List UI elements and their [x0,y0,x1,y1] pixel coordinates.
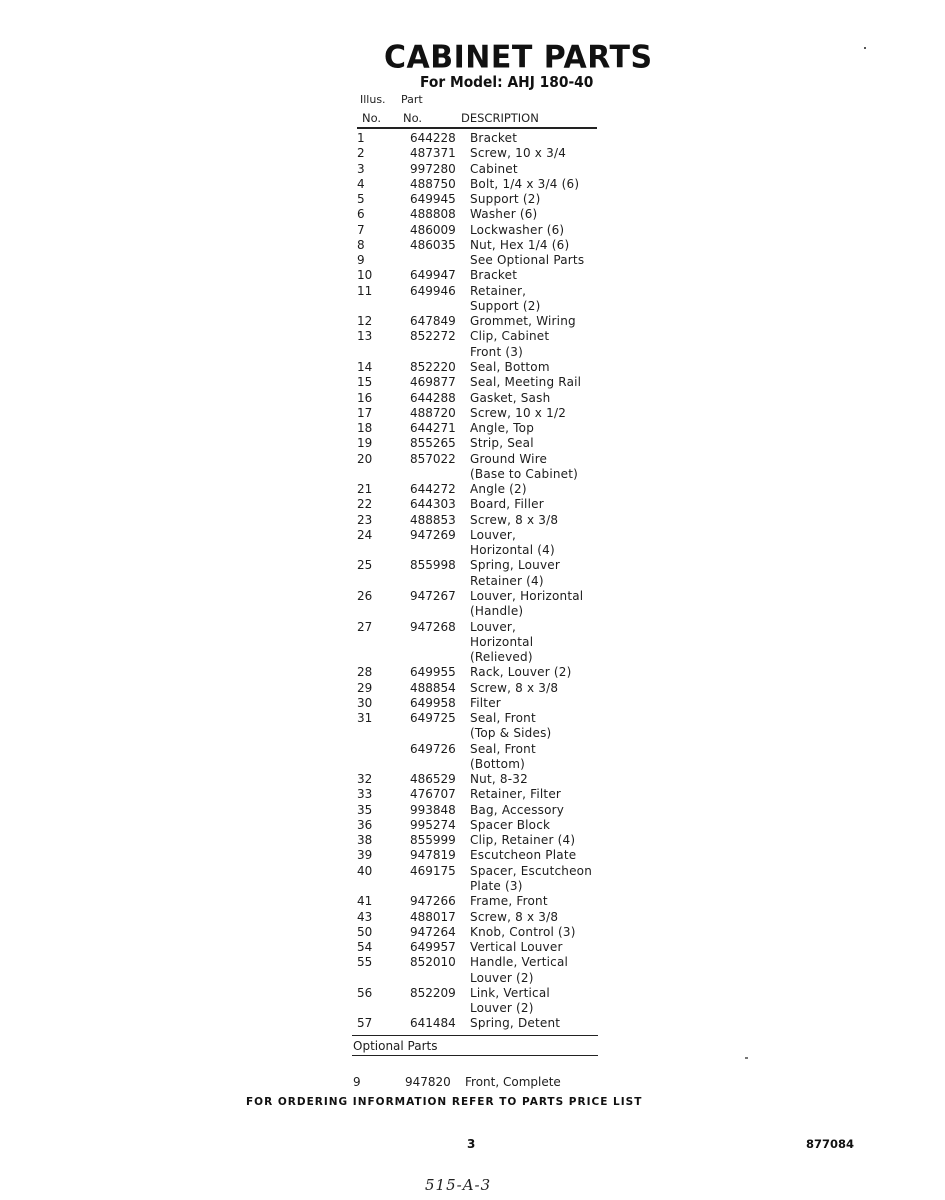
description: Nut, Hex 1/4 (6) [470,237,570,252]
description: Link, Vertical [470,985,550,1000]
description: Bracket [470,131,518,145]
part-no: 855265 [410,436,456,451]
description: Screw, 8 x 3/8 [470,680,559,695]
header-rule [357,127,597,129]
part-no: 488750 [410,176,456,191]
description: Bag, Accessory [470,802,565,817]
parts-list [0,131,945,1032]
table-row [0,391,945,406]
part-no: 855998 [410,558,456,573]
part-no: 488720 [410,405,456,420]
illus-no: 22 [357,497,373,512]
illus-no: 5 [357,192,365,207]
description: Spring, Detent [470,1016,561,1031]
description: (Handle) [470,604,524,619]
table-row [0,925,945,940]
illus-no: 16 [357,390,373,405]
table-row [0,238,945,253]
description: Rack, Louver (2) [470,665,572,680]
table-row [0,574,945,589]
illus-no: 55 [357,955,373,970]
description: Retainer, [470,283,527,298]
table-row [0,467,945,482]
illus-no: 36 [357,817,373,832]
table-row [0,726,945,741]
description: Cabinet [470,161,518,176]
table-row [0,742,945,757]
part-no: 852010 [410,955,456,970]
column-header-part-line2: No. [403,111,423,125]
description: Horizontal (4) [470,543,555,558]
description: Retainer (4) [470,573,544,588]
description: Louver, [470,619,517,634]
description: Strip, Seal [470,436,534,451]
part-no: 852220 [410,359,456,374]
illus-no: 17 [357,405,373,420]
table-row [0,681,945,696]
table-row [0,299,945,314]
part-no: 649726 [410,741,456,756]
scan-speck [745,1057,748,1059]
table-row [0,375,945,390]
table-row [0,620,945,635]
description: Ground Wire [470,451,548,466]
table-row [0,497,945,512]
part-no: 644271 [410,421,456,436]
description: Angle (2) [470,482,527,497]
column-header-illus-line1: Illus. [360,93,386,106]
illus-no: 21 [357,482,373,497]
part-no: 947269 [410,527,456,542]
table-row [0,253,945,268]
table-row [0,329,945,344]
table-row [0,207,945,222]
description: Screw, 8 x 3/8 [470,909,559,924]
part-no: 947819 [410,848,456,863]
table-row [0,894,945,909]
description: See Optional Parts [470,253,585,268]
illus-no: 31 [357,711,373,726]
description: Escutcheon Plate [470,848,577,863]
table-row [0,452,945,467]
description: Horizontal [470,634,534,649]
part-no: 644272 [410,482,456,497]
illus-no: 56 [357,985,373,1000]
illus-no: 1 [357,131,365,145]
table-row [0,513,945,528]
part-no: 649945 [410,192,456,207]
illus-no: 27 [357,619,373,634]
part-no: 649947 [410,268,456,283]
description: Clip, Retainer (4) [470,833,576,848]
illus-no: 28 [357,665,373,680]
description: Seal, Meeting Rail [470,375,582,390]
document-number: 877084 [806,1137,855,1151]
table-row [0,589,945,604]
table-row [0,223,945,238]
part-no: 947266 [410,894,456,909]
table-row [0,360,945,375]
description: Screw, 10 x 3/4 [470,146,567,161]
list-end-rule [352,1035,598,1036]
table-row [0,848,945,863]
table-row [0,345,945,360]
part-no: 649955 [410,665,456,680]
column-header-illus-line2: No. [362,111,382,125]
description: Filter [470,695,501,710]
description: Bracket [470,268,518,283]
table-row [0,604,945,619]
illus-no: 41 [357,894,373,909]
illus-no: 15 [357,375,373,390]
illus-no: 13 [357,329,373,344]
description: Grommet, Wiring [470,314,576,329]
part-no: 488854 [410,680,456,695]
table-row [0,955,945,970]
page-title: CABINET PARTS [384,39,653,76]
description: Support (2) [470,298,541,313]
illus-no: 4 [357,176,365,191]
part-no: 649725 [410,711,456,726]
description: Frame, Front [470,894,548,909]
illus-no: 8 [357,237,365,252]
optional-parts-label: Optional Parts [353,1039,438,1053]
part-no: 644303 [410,497,456,512]
table-row [0,787,945,802]
table-row [0,986,945,1001]
part-no: 469877 [410,375,456,390]
description: Plate (3) [470,879,523,894]
table-row [0,665,945,680]
illus-no: 6 [357,207,365,222]
illus-no: 50 [357,924,373,939]
part-no: 857022 [410,451,456,466]
illus-no: 32 [357,772,373,787]
table-row [0,406,945,421]
part-no: 486009 [410,222,456,237]
table-row [0,711,945,726]
part-no: 649946 [410,283,456,298]
part-no: 488853 [410,512,456,527]
illus-no: 3 [357,161,365,176]
page-number: 3 [467,1137,476,1151]
table-row [0,1016,945,1031]
table-row [0,818,945,833]
part-no: 649957 [410,940,456,955]
part-no: 488017 [410,909,456,924]
table-row [0,635,945,650]
part-no: 649958 [410,695,456,710]
description: Angle, Top [470,421,535,436]
description: Knob, Control (3) [470,924,576,939]
column-header-description: DESCRIPTION [461,111,539,125]
table-row [0,833,945,848]
table-row [0,284,945,299]
description: Handle, Vertical [470,955,569,970]
part-no: 469175 [410,863,456,878]
handwritten-annotation: 515-A-3 [425,1176,492,1194]
table-row [0,436,945,451]
ordering-info-note: FOR ORDERING INFORMATION REFER TO PARTS PRICE LIST [246,1096,643,1108]
illus-no: 43 [357,909,373,924]
illus-no: 2 [357,146,365,161]
part-no: 947267 [410,588,456,603]
illus-no: 57 [357,1016,373,1031]
description: Board, Filler [470,497,544,512]
table-row [0,268,945,283]
illus-no: 24 [357,527,373,542]
table-row [0,757,945,772]
part-no: 855999 [410,833,456,848]
description: Clip, Cabinet [470,329,550,344]
illus-no: 38 [357,833,373,848]
part-no: 852272 [410,329,456,344]
table-row [0,879,945,894]
table-row [0,146,945,161]
table-row [0,314,945,329]
part-no: 993848 [410,802,456,817]
description: Gasket, Sash [470,390,551,405]
table-row [0,803,945,818]
part-no: 947268 [410,619,456,634]
description: Screw, 8 x 3/8 [470,512,559,527]
table-row [0,131,945,146]
description: Spacer, Escutcheon [470,863,593,878]
illus-no: 23 [357,512,373,527]
description: (Relieved) [470,650,533,665]
illus-no: 11 [357,283,373,298]
description: Seal, Bottom [470,359,550,374]
illus-no: 7 [357,222,365,237]
part-no: 476707 [410,787,456,802]
description: Support (2) [470,192,541,207]
table-row [0,650,945,665]
illus-no: 20 [357,451,373,466]
illus-no: 54 [357,940,373,955]
part-no: 947264 [410,924,456,939]
illus-no: 40 [357,863,373,878]
description: Retainer, Filter [470,787,562,802]
table-row [0,421,945,436]
table-row [0,910,945,925]
table-row [0,192,945,207]
table-row [0,940,945,955]
illus-no: 30 [357,695,373,710]
description: Seal, Front [470,711,536,726]
part-no: 647849 [410,314,456,329]
part-no: 486529 [410,772,456,787]
part-no: 644228 [410,131,456,145]
illus-no: 26 [357,588,373,603]
part-no: 852209 [410,985,456,1000]
part-no: 486035 [410,237,456,252]
description: Louver (2) [470,970,534,985]
illus-no: 14 [357,359,373,374]
description: Louver (2) [470,1001,534,1016]
optional-parts-rule [352,1055,598,1056]
illus-no: 29 [357,680,373,695]
description: Screw, 10 x 1/2 [470,405,567,420]
table-row [0,558,945,573]
description: (Base to Cabinet) [470,466,579,481]
table-row [0,864,945,879]
description: Washer (6) [470,207,538,222]
optional-illus-no: 9 [353,1075,361,1089]
illus-no: 35 [357,802,373,817]
model-subtitle: For Model: AHJ 180-40 [420,73,594,91]
part-no: 487371 [410,146,456,161]
table-row [0,177,945,192]
column-header-part-line1: Part [401,93,423,106]
table-row [0,543,945,558]
description: (Bottom) [470,756,525,771]
table-row [0,528,945,543]
description: Vertical Louver [470,940,563,955]
scan-speck [864,47,866,49]
table-row [0,482,945,497]
illus-no: 33 [357,787,373,802]
illus-no: 9 [357,253,365,268]
table-row [0,772,945,787]
illus-no: 19 [357,436,373,451]
optional-description: Front, Complete [465,1075,561,1089]
description: Lockwasher (6) [470,222,565,237]
part-no: 644288 [410,390,456,405]
table-row [0,696,945,711]
illus-no: 25 [357,558,373,573]
table-row [0,162,945,177]
illus-no: 39 [357,848,373,863]
illus-no: 10 [357,268,373,283]
description: Louver, [470,527,517,542]
description: Spring, Louver [470,558,560,573]
part-no: 997280 [410,161,456,176]
description: Front (3) [470,344,523,359]
description: Spacer Block [470,817,551,832]
description: Louver, Horizontal [470,588,584,603]
part-no: 488808 [410,207,456,222]
illus-no: 12 [357,314,373,329]
illus-no: 18 [357,421,373,436]
optional-part-no: 947820 [405,1075,451,1089]
part-no: 995274 [410,817,456,832]
table-row [0,1001,945,1016]
description: (Top & Sides) [470,726,552,741]
part-no: 641484 [410,1016,456,1031]
table-row [0,971,945,986]
description: Nut, 8-32 [470,772,528,787]
description: Bolt, 1/4 x 3/4 (6) [470,176,580,191]
description: Seal, Front [470,741,536,756]
